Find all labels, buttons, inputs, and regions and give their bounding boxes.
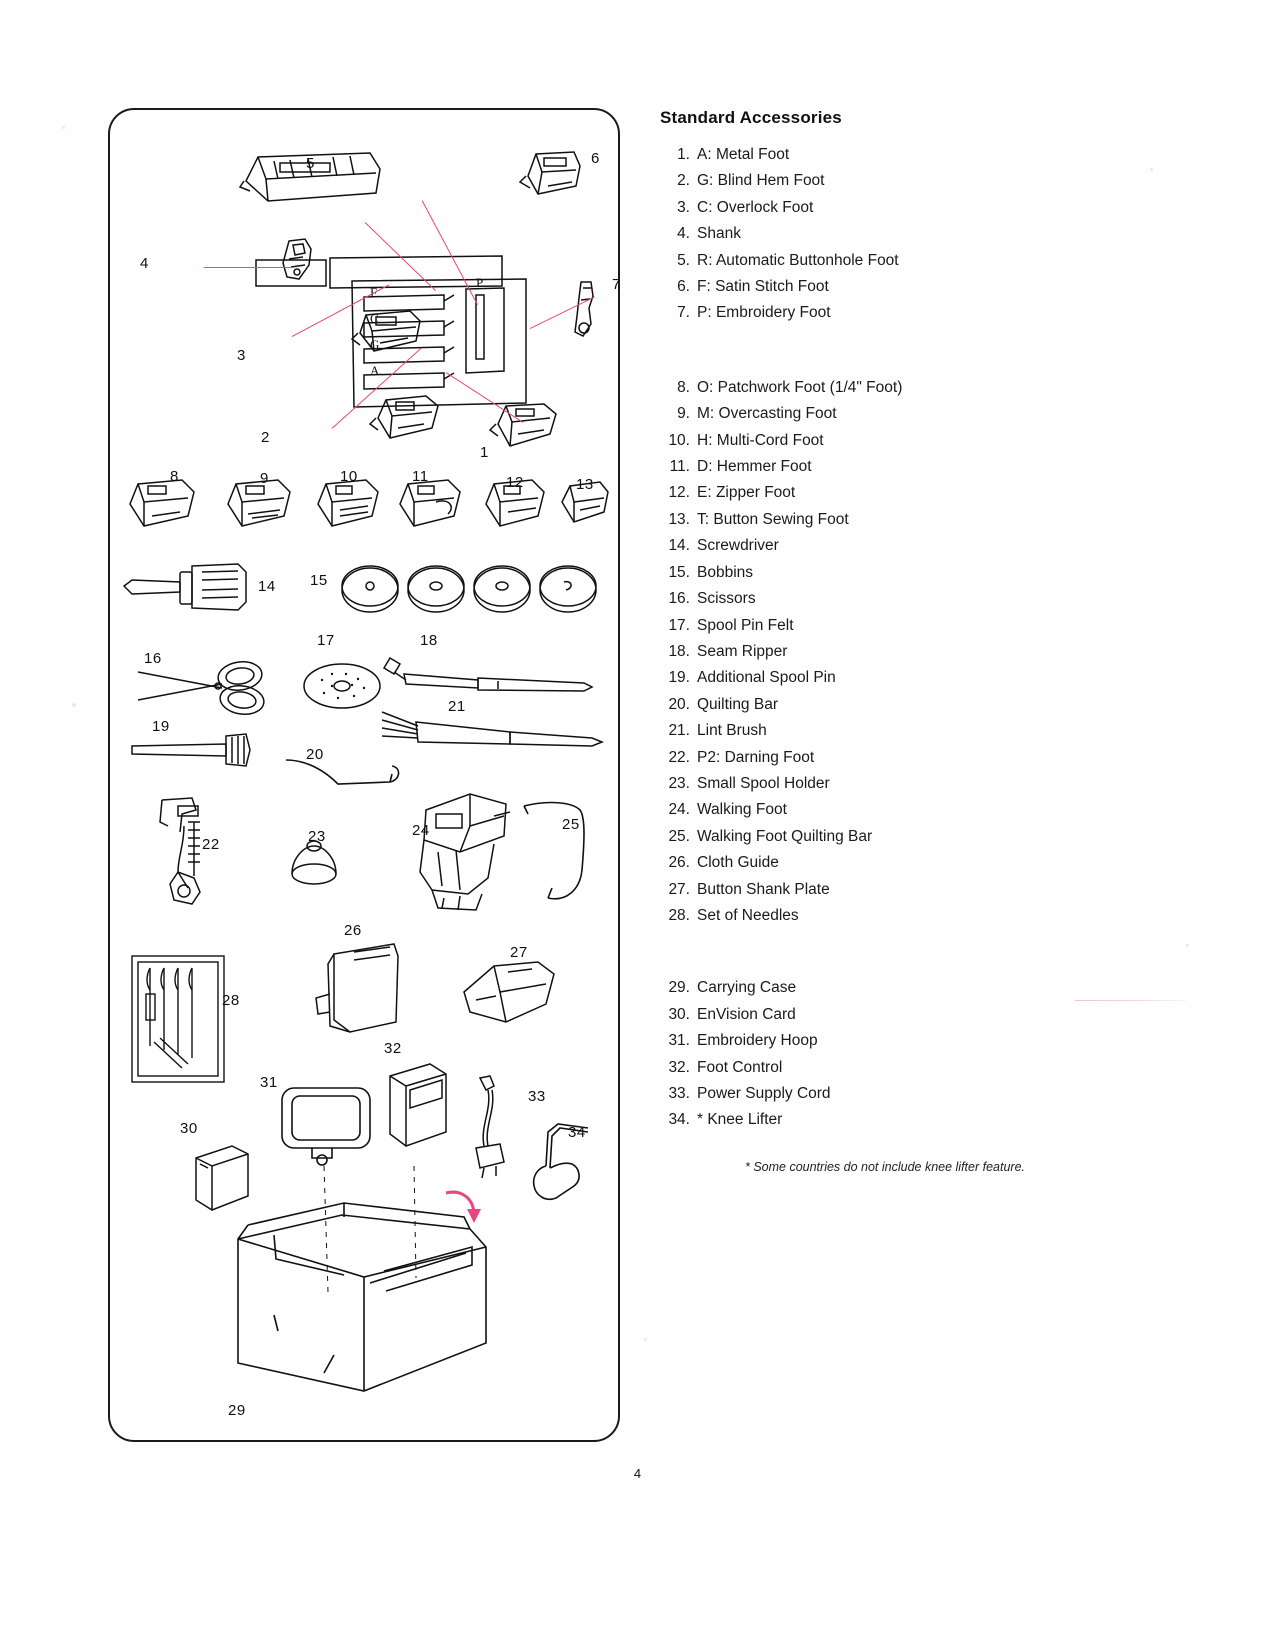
item-label: Scissors [697, 590, 756, 608]
figure-27-button-shank-plate [450, 952, 570, 1042]
item-number: 3. [677, 198, 690, 216]
list-item [660, 560, 1080, 586]
scan-speck [62, 126, 65, 129]
scan-artifact-line [1075, 1000, 1187, 1001]
list-item [660, 850, 1080, 876]
item-number: 14. [668, 537, 690, 555]
callout-26: 26 [344, 922, 362, 939]
figure-31-embroidery-hoop [272, 1072, 382, 1172]
item-number: 6. [677, 278, 690, 296]
item-number: 12. [668, 484, 690, 502]
figure-15-bobbins [338, 562, 598, 620]
callout-5: 5 [306, 155, 315, 172]
list-item [660, 903, 1080, 929]
item-number: 9. [677, 405, 690, 423]
callout-21: 21 [448, 698, 466, 715]
item-label: Embroidery Hoop [697, 1032, 818, 1050]
callout-1: 1 [480, 444, 489, 461]
list-item [660, 797, 1080, 823]
callout-22: 22 [202, 836, 220, 853]
callout-23: 23 [308, 828, 326, 845]
scan-speck [1150, 168, 1153, 171]
item-number: 30. [668, 1005, 690, 1023]
callout-13: 13 [576, 476, 594, 493]
scan-speck [1186, 944, 1189, 947]
item-number: 25. [668, 827, 690, 845]
item-label: Carrying Case [697, 979, 797, 997]
callout-9: 9 [260, 470, 269, 487]
item-number: 24. [668, 801, 690, 819]
list-item [660, 533, 1080, 559]
item-number: 1. [677, 146, 690, 163]
callout-6: 6 [591, 150, 600, 167]
figure-14-screwdriver [118, 558, 278, 618]
item-label: Additional Spool Pin [697, 669, 836, 687]
figure-7-embroidery-foot [565, 278, 615, 348]
item-number: 19. [668, 669, 690, 687]
item-number: 13. [668, 510, 690, 528]
list-item [660, 1002, 1080, 1028]
item-label: Seam Ripper [697, 642, 788, 660]
item-label: P2: Darning Foot [697, 748, 815, 766]
list-item [660, 507, 1080, 533]
list-item [660, 718, 1080, 744]
item-label: Small Spool Holder [697, 774, 830, 792]
list-item [660, 142, 1080, 168]
item-label: D: Hemmer Foot [697, 458, 812, 476]
scan-speck [72, 703, 76, 707]
item-label: G: Blind Hem Foot [697, 172, 825, 190]
scan-speck [644, 1338, 647, 1341]
list-item [660, 745, 1080, 771]
svg-text:A: A [370, 363, 380, 378]
item-number: 22. [668, 748, 690, 766]
list-item [660, 692, 1080, 718]
callout-25: 25 [562, 816, 580, 833]
list-item [660, 586, 1080, 612]
callout-27: 27 [510, 944, 528, 961]
list-item [660, 480, 1080, 506]
list-item [660, 401, 1080, 427]
figure-6-satin-stitch-foot [518, 146, 590, 208]
item-number: 26. [668, 854, 690, 872]
list-item [660, 300, 1080, 326]
accessories-list-column [660, 108, 1080, 1174]
svg-text:P: P [476, 275, 484, 290]
callout-4: 4 [140, 255, 149, 272]
callout-17: 17 [317, 632, 335, 649]
item-number: 32. [668, 1058, 690, 1076]
item-number: 2. [677, 172, 690, 190]
item-label: M: Overcasting Foot [697, 405, 837, 423]
item-label: P: Embroidery Foot [697, 304, 831, 322]
svg-text:C: C [370, 311, 379, 326]
accessories-list-group-2 [660, 375, 1080, 930]
tray-slot-block [348, 275, 538, 415]
callout-11: 11 [412, 468, 429, 485]
item-number: 16. [668, 590, 690, 608]
item-label: Screwdriver [697, 537, 779, 555]
item-number: 23. [668, 774, 690, 792]
figure-26-cloth-guide [310, 934, 420, 1054]
item-number: 17. [668, 616, 690, 634]
list-item [660, 168, 1080, 194]
list-item [660, 221, 1080, 247]
item-label: E: Zipper Foot [697, 484, 796, 502]
callout-14: 14 [258, 578, 276, 595]
callout-28: 28 [222, 992, 240, 1009]
figure-24-walking-foot [398, 782, 528, 922]
item-number: 29. [668, 979, 690, 997]
list-item [660, 1028, 1080, 1054]
figure-25-walking-foot-quilting-bar [518, 786, 608, 916]
callout-29: 29 [228, 1402, 246, 1419]
callout-3: 3 [237, 347, 246, 364]
item-number: 18. [668, 642, 690, 660]
footnote: * Some countries do not include knee lifter feature. [744, 1159, 1026, 1174]
item-label: EnVision Card [697, 1005, 796, 1023]
item-label: Power Supply Cord [697, 1085, 831, 1102]
item-label: * Knee Lifter [697, 1111, 783, 1129]
list-item [660, 1055, 1080, 1081]
figure-18-seam-ripper [378, 650, 608, 700]
list-item [660, 877, 1080, 903]
callout-31: 31 [260, 1074, 278, 1091]
callout-34: 34 [568, 1124, 586, 1141]
accessories-illustration-panel [108, 108, 620, 1442]
item-label: R: Automatic Buttonhole Foot [697, 251, 899, 269]
item-number: 27. [668, 880, 690, 898]
item-label: Bobbins [697, 563, 754, 581]
list-item [660, 1107, 1080, 1133]
list-item [660, 428, 1080, 454]
case-insertion-guides [310, 1160, 530, 1310]
item-number: 31. [668, 1032, 690, 1050]
item-label: Walking Foot Quilting Bar [697, 827, 873, 845]
list-item [660, 613, 1080, 639]
callout-2: 2 [261, 429, 270, 446]
item-number: 4. [677, 225, 690, 243]
callout-8: 8 [170, 468, 179, 485]
item-label: Quilting Bar [697, 695, 778, 713]
item-label: Set of Needles [697, 906, 799, 924]
svg-text:G: G [370, 337, 380, 352]
list-item [660, 375, 1080, 401]
item-number: 10. [668, 431, 690, 449]
callout-18: 18 [420, 632, 438, 649]
item-number: 34. [668, 1111, 690, 1129]
item-label: Button Shank Plate [697, 880, 830, 898]
page-title: Standard Accessories [660, 108, 842, 127]
item-label: A: Metal Foot [697, 146, 790, 163]
item-label: T: Button Sewing Foot [697, 510, 849, 528]
callout-7: 7 [612, 276, 621, 293]
callout-12: 12 [506, 474, 524, 491]
figure-28-set-of-needles [126, 950, 236, 1090]
accessories-list-group-3 [660, 975, 1080, 1133]
callout-15: 15 [310, 572, 328, 589]
callout-16: 16 [144, 650, 162, 667]
page-number: 4 [633, 1466, 642, 1481]
item-label: Spool Pin Felt [697, 616, 794, 634]
figure-row-8-13 [118, 472, 618, 542]
item-number: 7. [677, 304, 690, 322]
item-number: 15. [668, 563, 690, 581]
list-item [660, 248, 1080, 274]
figure-32-foot-control [376, 1054, 456, 1164]
accessories-list-group-1 [660, 142, 1080, 327]
figure-17-spool-pin-felt [298, 652, 388, 722]
item-label: F: Satin Stitch Foot [697, 278, 829, 296]
list-item [660, 975, 1080, 1001]
item-number: 28. [668, 906, 690, 924]
figure-22-darning-foot [148, 792, 248, 922]
item-label: H: Multi-Cord Foot [697, 431, 824, 449]
figure-21-lint-brush [378, 702, 608, 764]
figure-5-automatic-buttonhole-foot [238, 135, 388, 215]
callout-19: 19 [152, 718, 170, 735]
item-label: C: Overlock Foot [697, 198, 814, 216]
list-item [660, 274, 1080, 300]
leader-line-4 [204, 267, 292, 268]
item-label: Shank [697, 225, 741, 243]
callout-33: 33 [528, 1088, 546, 1105]
item-number: 33. [668, 1085, 690, 1102]
list-item [660, 454, 1080, 480]
item-label: Walking Foot [697, 801, 787, 819]
callout-20: 20 [306, 746, 324, 763]
item-number: 8. [677, 378, 690, 396]
item-number: 21. [668, 722, 690, 740]
callout-30: 30 [180, 1120, 198, 1137]
item-label: Foot Control [697, 1058, 783, 1076]
callout-10: 10 [340, 468, 358, 485]
callout-32: 32 [384, 1040, 402, 1057]
item-label: O: Patchwork Foot (1/4" Foot) [697, 378, 903, 396]
list-item [660, 665, 1080, 691]
figure-19-additional-spool-pin [128, 728, 268, 772]
list-item [660, 1081, 1080, 1107]
item-label: Lint Brush [697, 722, 767, 740]
item-label: Cloth Guide [697, 854, 779, 872]
list-item [660, 771, 1080, 797]
list-item [660, 824, 1080, 850]
list-item [660, 639, 1080, 665]
item-number: 11. [669, 458, 690, 476]
item-number: 20. [668, 695, 690, 713]
item-number: 5. [677, 251, 690, 269]
callout-24: 24 [412, 822, 430, 839]
list-item [660, 195, 1080, 221]
